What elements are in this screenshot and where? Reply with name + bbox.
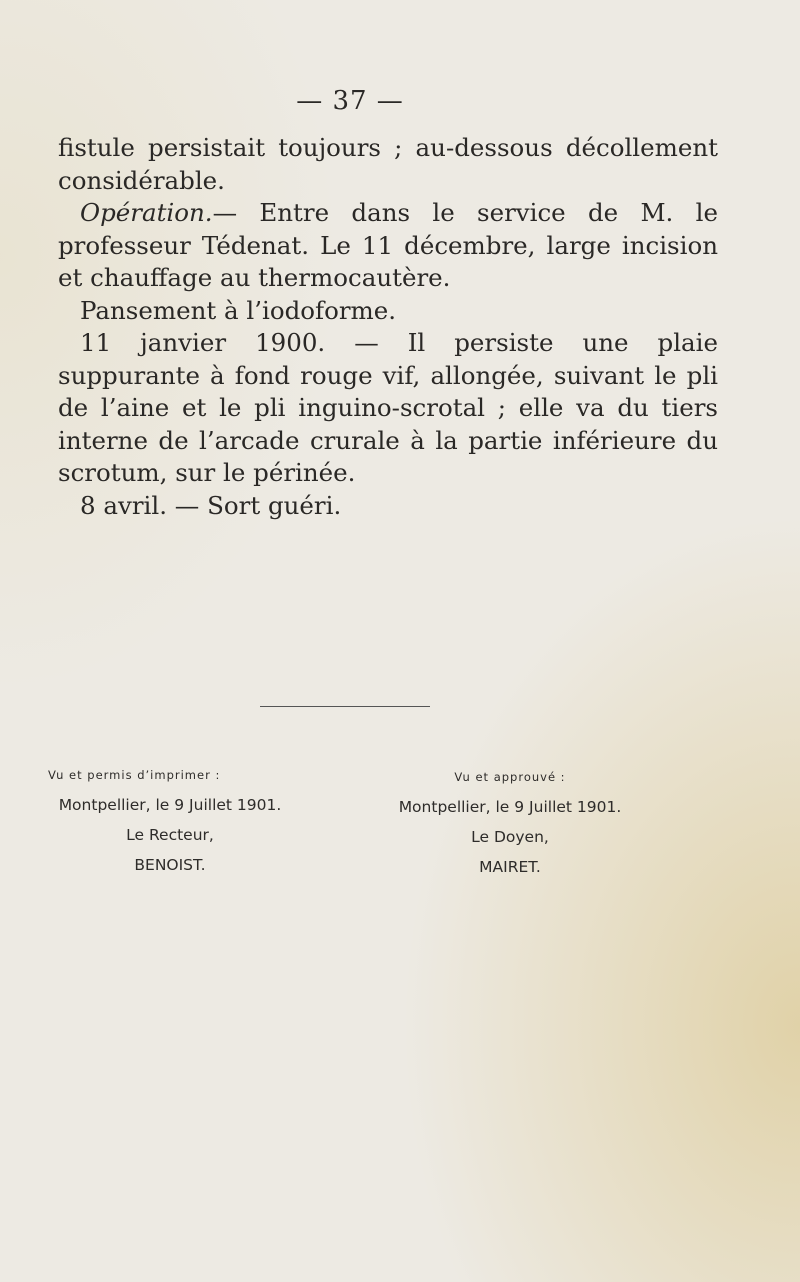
permis-imprimer-label: Vu et permis d’imprimer : bbox=[48, 768, 221, 782]
recteur-title: Le Recteur, bbox=[126, 826, 214, 844]
signature-block-recteur bbox=[40, 760, 300, 880]
paragraph-avril: 8 avril. — Sort guéri. bbox=[80, 490, 342, 520]
paragraph-pansement: Pansement à l’iodoforme. bbox=[80, 295, 397, 325]
page-number: — 37 — bbox=[296, 86, 404, 116]
approuve-label: Vu et approuvé : bbox=[454, 770, 566, 784]
paragraph-fistule: fistule persistait toujours ; au-dessous décollement considérable. bbox=[58, 133, 718, 195]
signature-block-doyen bbox=[360, 762, 660, 882]
doyen-name: MAIRET. bbox=[479, 858, 541, 876]
operation-heading: Opération. bbox=[80, 198, 213, 227]
section-divider bbox=[260, 706, 430, 707]
body-text bbox=[58, 132, 718, 522]
doyen-date: Montpellier, le 9 Juillet 1901. bbox=[398, 798, 622, 816]
paragraph-operation bbox=[58, 197, 718, 295]
recteur-date: Montpellier, le 9 Juillet 1901. bbox=[58, 796, 282, 814]
paragraph-janvier: 11 janvier 1900. — Il persiste une plaie suppurante à fond rouge vif, allongée, suivant le pli de l’aine et le pli inguino-scrotal ; elle va du tiers interne de l’arcade crurale à la partie inférieure du scrotum, sur le périnée. bbox=[58, 328, 718, 487]
operation-text: — Entre dans le service de M. le professeur Tédenat. Le 11 décembre, large incision et chauffage au thermocautère. bbox=[58, 198, 718, 292]
recteur-name: BENOIST. bbox=[134, 856, 206, 874]
doyen-title: Le Doyen, bbox=[471, 828, 549, 846]
